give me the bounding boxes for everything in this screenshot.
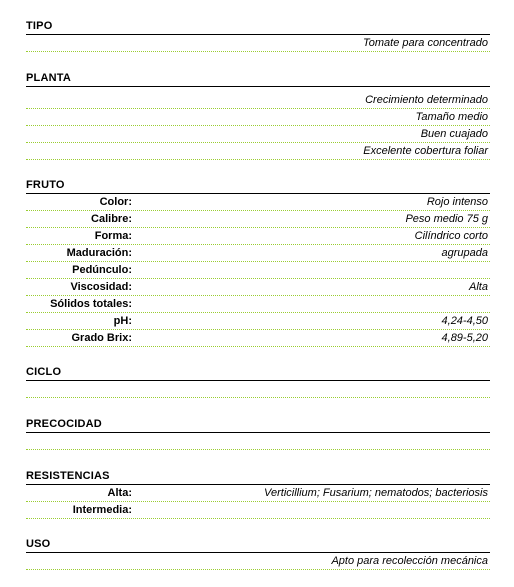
- fruto-value: 4,24-4,50: [441, 315, 488, 327]
- fruto-row: [26, 296, 490, 313]
- section-title-planta: PLANTA: [26, 72, 490, 87]
- fruto-label: pH:: [113, 315, 132, 327]
- fruto-label: Viscosidad:: [70, 281, 132, 293]
- fruto-row: [26, 330, 490, 347]
- section-title-precocidad: PRECOCIDAD: [26, 418, 490, 433]
- fruto-row: [26, 211, 490, 228]
- planta-line: [26, 126, 490, 143]
- fruto-label: Maduración:: [66, 247, 132, 259]
- uso-line: [26, 553, 490, 570]
- fruto-row: [26, 313, 490, 330]
- planta-value: Crecimiento determinado: [365, 94, 488, 106]
- fruto-value: Peso medio 75 g: [405, 213, 488, 225]
- fruto-value: Rojo intenso: [426, 196, 488, 208]
- fruto-row: [26, 228, 490, 245]
- section-title-ciclo: CICLO: [26, 366, 490, 381]
- fruto-value: Alta: [469, 281, 488, 293]
- section-title-uso: USO: [26, 538, 490, 553]
- fruto-value: agrupada: [441, 247, 488, 259]
- resistencias-row: [26, 502, 490, 519]
- resistencias-label: Alta:: [107, 487, 132, 499]
- tipo-line: [26, 35, 490, 52]
- fruto-label: Grado Brix:: [71, 332, 132, 344]
- fruto-label: Sólidos totales:: [50, 298, 132, 310]
- section-title-fruto: FRUTO: [26, 179, 490, 194]
- fruto-label: Forma:: [94, 230, 132, 242]
- fruto-row: [26, 245, 490, 262]
- fruto-label: Color:: [99, 196, 132, 208]
- fruto-label: Pedúnculo:: [72, 264, 132, 276]
- fruto-value: Cilíndrico corto: [414, 230, 488, 242]
- fruto-row: [26, 262, 490, 279]
- planta-line: [26, 143, 490, 160]
- section-title-tipo: TIPO: [26, 20, 490, 35]
- planta-line: [26, 109, 490, 126]
- uso-value: Apto para recolección mecánica: [331, 555, 488, 567]
- fruto-label: Calibre:: [91, 213, 132, 225]
- fruto-value: 4,89-5,20: [441, 332, 488, 344]
- resistencias-value: Verticillium; Fusarium; nematodos; bacteriosis: [264, 487, 488, 499]
- resistencias-row: [26, 485, 490, 502]
- planta-value: Excelente cobertura foliar: [363, 145, 488, 157]
- ciclo-blank-line: [26, 381, 490, 398]
- planta-line: [26, 92, 490, 109]
- fruto-row: [26, 194, 490, 211]
- resistencias-label: Intermedia:: [72, 504, 132, 516]
- precocidad-blank-line: [26, 433, 490, 450]
- fruto-row: [26, 279, 490, 296]
- section-title-resistencias: RESISTENCIAS: [26, 470, 490, 485]
- planta-value: Tamaño medio: [415, 111, 488, 123]
- planta-value: Buen cuajado: [420, 128, 488, 140]
- tipo-value: Tomate para concentrado: [363, 37, 488, 49]
